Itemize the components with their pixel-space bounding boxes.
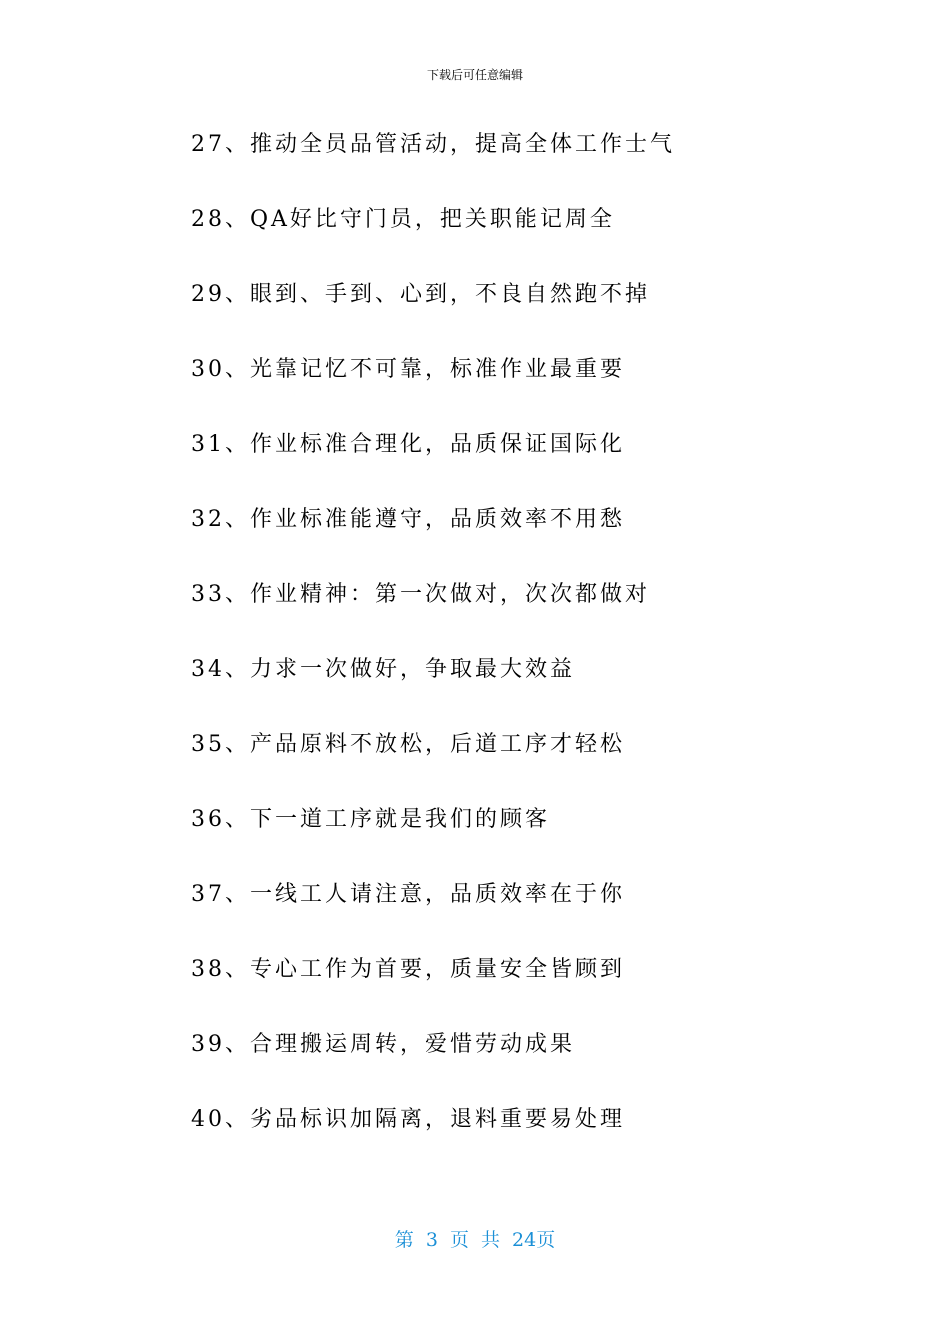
slogan-line: 33、作业精神：第一次做对，次次都做对 [191, 582, 650, 607]
slogan-line: 40、劣品标识加隔离，退料重要易处理 [191, 1107, 625, 1132]
slogan-line: 37、一线工人请注意，品质效率在于你 [191, 882, 625, 907]
slogan-line: 29、眼到、手到、心到，不良自然跑不掉 [191, 282, 650, 307]
slogan-line: 28、QA好比守门员，把关职能记周全 [191, 207, 615, 232]
slogan-list [191, 126, 811, 1176]
slogan-line: 34、力求一次做好，争取最大效益 [191, 657, 575, 682]
page-header: 下载后可任意编辑 [426, 68, 523, 82]
slogan-line: 38、专心工作为首要，质量安全皆顾到 [191, 957, 625, 982]
slogan-line: 39、合理搬运周转，爱惜劳动成果 [191, 1032, 575, 1057]
slogan-line: 36、下一道工序就是我们的顾客 [191, 807, 550, 832]
slogan-line: 27、推动全员品管活动，提高全体工作士气 [191, 132, 675, 157]
slogan-line: 31、作业标准合理化，品质保证国际化 [191, 432, 625, 457]
slogan-line: 30、光靠记忆不可靠，标准作业最重要 [191, 357, 625, 382]
page-number-footer: 第 3 页 共 24页 [394, 1229, 556, 1251]
slogan-line: 32、作业标准能遵守，品质效率不用愁 [191, 507, 625, 532]
slogan-line: 35、产品原料不放松，后道工序才轻松 [191, 732, 625, 757]
